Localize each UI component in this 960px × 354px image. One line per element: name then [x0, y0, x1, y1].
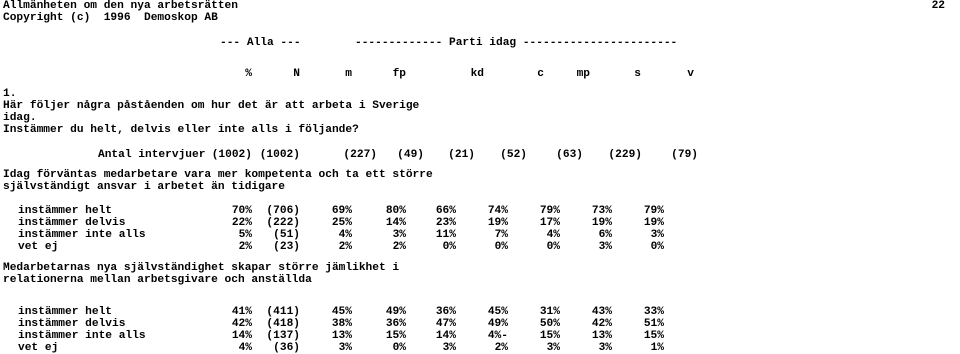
table-cell: 0% — [494, 241, 508, 253]
table-cell: 36% — [385, 318, 406, 330]
table-cell: 19% — [591, 217, 612, 229]
table-cell: 3% — [598, 342, 612, 354]
table-cell: 7% — [494, 229, 508, 241]
table-cell: 3% — [598, 241, 612, 253]
table-cell: 42% — [231, 318, 252, 330]
table-cell: 5% — [238, 229, 252, 241]
table-cell: 74% — [487, 205, 508, 217]
table-cell: 45% — [331, 306, 352, 318]
table-cell: 23% — [435, 217, 456, 229]
table-cell: (418) — [266, 318, 300, 330]
table-cell: 4% — [338, 229, 352, 241]
table-cell: 1% — [650, 342, 664, 354]
table-cell: 22% — [231, 217, 252, 229]
table-cell: (411) — [266, 306, 300, 318]
table-cell: 49% — [385, 306, 406, 318]
interview-count-value: (49) — [397, 149, 424, 161]
question-text: Instämmer du helt, delvis eller inte alls i följande? — [3, 124, 359, 136]
table-cell: 2% — [494, 342, 508, 354]
table-cell: 79% — [539, 205, 560, 217]
question-number: 1. — [3, 88, 17, 100]
table-cell: 19% — [643, 217, 664, 229]
table-cell: 70% — [231, 205, 252, 217]
table-cell: (222) — [266, 217, 300, 229]
report-title: Allmänheten om den nya arbetsrätten — [3, 0, 238, 12]
row-label: vet ej — [18, 342, 59, 354]
table-cell: (36) — [273, 342, 300, 354]
statement-title: Idag förväntas medarbetare vara mer kompetenta och ta ett större — [3, 169, 433, 181]
table-cell: 36% — [435, 306, 456, 318]
column-header: s — [634, 68, 641, 80]
row-label: instämmer delvis — [18, 318, 126, 330]
row-label: instämmer delvis — [18, 217, 126, 229]
table-cell: 69% — [331, 205, 352, 217]
statement-title: relationerna mellan arbetsgivare och anställda — [3, 274, 312, 286]
table-cell: 2% — [238, 241, 252, 253]
question-text: Här följer några påståenden om hur det är att arbeta i Sverige — [3, 100, 420, 112]
table-cell: 4% — [238, 342, 252, 354]
column-header: N — [293, 68, 300, 80]
column-header: fp — [392, 68, 406, 80]
column-header: mp — [576, 68, 590, 80]
statement-title: självständigt ansvar i arbetet än tidigare — [3, 181, 285, 193]
table-cell: 15% — [643, 330, 664, 342]
table-cell: 14% — [435, 330, 456, 342]
table-cell: 2% — [392, 241, 406, 253]
table-cell: 33% — [643, 306, 664, 318]
page-number: 22 — [931, 0, 945, 12]
table-cell: 4% — [546, 229, 560, 241]
table-cell: (51) — [273, 229, 300, 241]
table-cell: 11% — [435, 229, 456, 241]
statement-title: Medarbetarnas nya självständighet skapar större jämlikhet i — [3, 262, 400, 274]
interview-count-value: (52) — [500, 149, 527, 161]
copyright-line: Copyright (c) 1996 Demoskop AB — [3, 12, 218, 24]
table-cell: 45% — [487, 306, 508, 318]
interview-count-label: Antal intervjuer — [98, 149, 206, 161]
row-label: instämmer helt — [18, 205, 112, 217]
table-cell: 79% — [643, 205, 664, 217]
interview-count-value: (63) — [556, 149, 583, 161]
column-header: % — [245, 68, 252, 80]
table-cell: 14% — [385, 217, 406, 229]
table-cell: 15% — [539, 330, 560, 342]
table-cell: 51% — [643, 318, 664, 330]
table-cell: 14% — [231, 330, 252, 342]
table-cell: 2% — [338, 241, 352, 253]
column-header: c — [537, 68, 544, 80]
table-cell: 0% — [650, 241, 664, 253]
table-cell: 19% — [487, 217, 508, 229]
interview-count-value: (229) — [608, 149, 642, 161]
table-cell: 0% — [442, 241, 456, 253]
table-cell: 42% — [591, 318, 612, 330]
table-cell: 0% — [546, 241, 560, 253]
table-cell: 17% — [539, 217, 560, 229]
table-cell: (23) — [273, 241, 300, 253]
table-cell: 49% — [487, 318, 508, 330]
banner-alla: --- Alla --- — [220, 37, 301, 49]
row-label: vet ej — [18, 241, 59, 253]
interview-count-value: (227) — [343, 149, 377, 161]
table-cell: (137) — [266, 330, 300, 342]
table-cell: 47% — [435, 318, 456, 330]
table-cell: 31% — [539, 306, 560, 318]
banner-parti: ------------- Parti idag ----------------------- — [355, 37, 678, 49]
interview-count-value: (1002) — [211, 149, 252, 161]
interview-count-value: (1002) — [259, 149, 300, 161]
table-cell: 4%- — [487, 330, 508, 342]
table-cell: 15% — [385, 330, 406, 342]
table-cell: 73% — [591, 205, 612, 217]
table-cell: 41% — [231, 306, 252, 318]
row-label: instämmer inte alls — [18, 330, 146, 342]
table-cell: 3% — [338, 342, 352, 354]
table-cell: 25% — [331, 217, 352, 229]
table-cell: 3% — [546, 342, 560, 354]
table-cell: 3% — [442, 342, 456, 354]
table-cell: 13% — [591, 330, 612, 342]
column-header: v — [687, 68, 694, 80]
question-text: idag. — [3, 112, 37, 124]
row-label: instämmer inte alls — [18, 229, 146, 241]
table-cell: (706) — [266, 205, 300, 217]
table-cell: 3% — [392, 229, 406, 241]
table-cell: 43% — [591, 306, 612, 318]
table-cell: 13% — [331, 330, 352, 342]
interview-count-value: (79) — [671, 149, 698, 161]
table-cell: 66% — [435, 205, 456, 217]
interview-count-value: (21) — [448, 149, 475, 161]
column-header: m — [345, 68, 352, 80]
table-cell: 80% — [385, 205, 406, 217]
table-cell: 0% — [392, 342, 406, 354]
table-cell: 38% — [331, 318, 352, 330]
table-cell: 6% — [598, 229, 612, 241]
column-header: kd — [470, 68, 484, 80]
table-cell: 3% — [650, 229, 664, 241]
table-cell: 50% — [539, 318, 560, 330]
row-label: instämmer helt — [18, 306, 112, 318]
